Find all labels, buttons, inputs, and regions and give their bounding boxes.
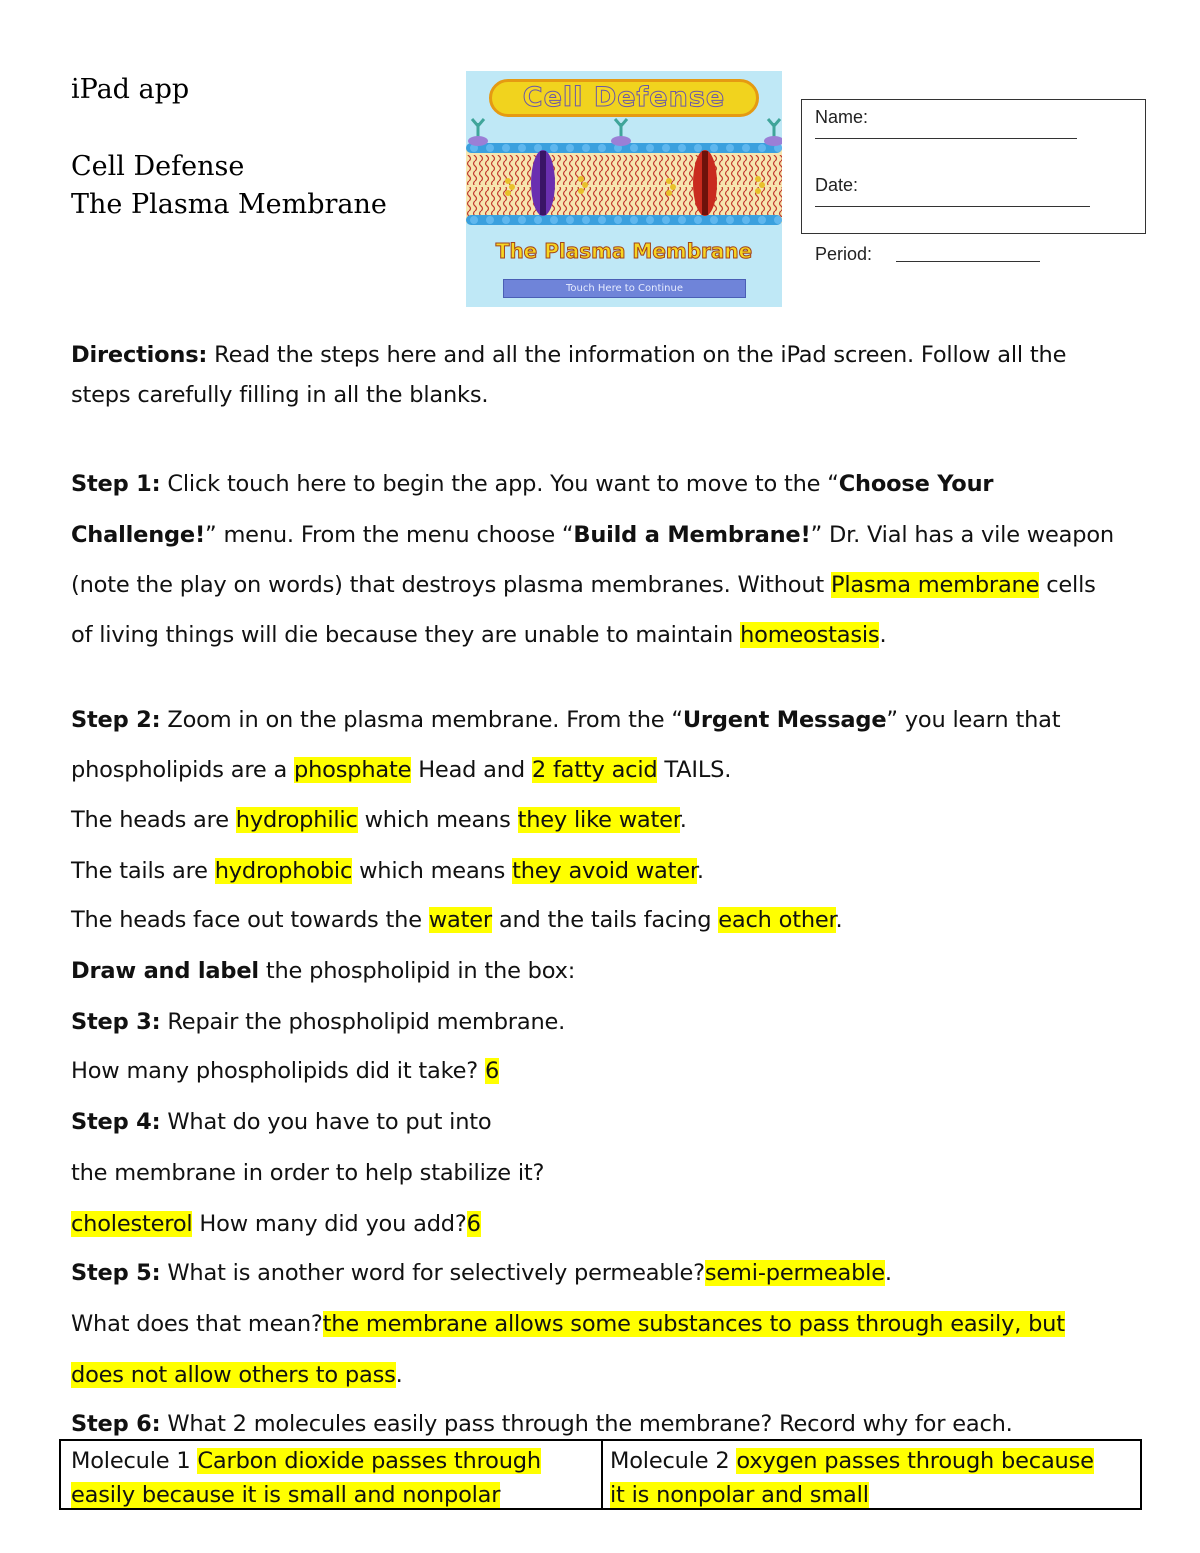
step4-line-3: cholesterol How many did you add?6 (71, 1211, 481, 1237)
step1-line-1: Step 1: Click touch here to begin the app. You want to move to the “Choose Your (71, 471, 994, 497)
date-blank[interactable] (815, 206, 1090, 207)
app-splash-image (466, 71, 782, 307)
period-label: Period: (815, 244, 873, 264)
answer-each-other: each other (718, 907, 836, 933)
step5-line-3: does not allow others to pass. (71, 1362, 403, 1388)
answer-semi-permeable: semi-permeable (704, 1260, 885, 1286)
answer-like-water: they like water (517, 807, 680, 833)
app-label: iPad app (71, 74, 190, 105)
step4-line-1: Step 4: What do you have to put into (71, 1109, 492, 1135)
directions-line-2: steps carefully filling in all the blanks. (71, 382, 489, 408)
answer-cholesterol: cholesterol (71, 1211, 193, 1237)
step3-line-1: Step 3: Repair the phospholipid membrane. (71, 1009, 566, 1035)
molecule-1-cell: Molecule 1 Carbon dioxide passes through easily because it is small and nonpolar (71, 1448, 541, 1508)
step3-line-2: How many phospholipids did it take? 6 (71, 1058, 500, 1084)
step1-line-4: of living things will die because they are unable to maintain homeostasis. (71, 622, 887, 648)
answer-hydrophilic: hydrophilic (235, 807, 358, 833)
answer-homeostasis: homeostasis (740, 622, 880, 648)
step5-line-1: Step 5: What is another word for selectively permeable?semi-permeable. (71, 1260, 892, 1286)
answer-plasma-membrane: Plasma membrane (830, 572, 1040, 598)
step2-line-1: Step 2: Zoom in on the plasma membrane. From the “Urgent Message” you learn that (71, 707, 1061, 733)
period-blank[interactable] (896, 261, 1040, 262)
answer-phospholipid-count: 6 (484, 1058, 500, 1084)
directions-line-1: Directions: Read the steps here and all the information on the iPad screen. Follow all the (71, 342, 1067, 368)
answer-molecule-2-b: it is nonpolar and small (610, 1482, 869, 1508)
answer-fatty-acid: 2 fatty acid (531, 757, 658, 783)
answer-molecule-2-a: oxygen passes through because (736, 1448, 1094, 1474)
touch-to-continue-button[interactable]: Touch Here to Continue (503, 279, 746, 298)
cell-defense-logo: Cell Defense (489, 79, 759, 117)
table-divider (601, 1441, 603, 1508)
student-info-box (801, 99, 1146, 234)
molecule-table (59, 1439, 1142, 1510)
answer-phosphate: phosphate (294, 757, 412, 783)
step2-line-2: phospholipids are a phosphate Head and 2 fatty acid TAILS. (71, 757, 732, 783)
answer-molecule-1-a: Carbon dioxide passes through (197, 1448, 541, 1474)
page-title: Cell Defense (71, 151, 245, 182)
step4-line-2: the membrane in order to help stabilize it? (71, 1160, 545, 1186)
step1-line-2: Challenge!” menu. From the menu choose “Build a Membrane!” Dr. Vial has a vile weapon (71, 522, 1114, 548)
answer-cholesterol-count: 6 (466, 1211, 481, 1237)
step5-line-2: What does that mean?the membrane allows some substances to pass through easily, but (71, 1311, 1065, 1337)
molecule-2-cell: Molecule 2 oxygen passes through because it is nonpolar and small (610, 1448, 1094, 1508)
step6-line-1: Step 6: What 2 molecules easily pass through the membrane? Record why for each. (71, 1411, 1013, 1437)
step1-line-3: (note the play on words) that destroys plasma membranes. Without Plasma membrane cells (71, 572, 1096, 598)
answer-meaning-part-2: does not allow others to pass (71, 1362, 396, 1388)
step2-line-5: The heads face out towards the water and the tails facing each other. (71, 907, 843, 933)
page-subtitle: The Plasma Membrane (71, 189, 387, 220)
name-blank[interactable] (815, 138, 1077, 139)
answer-avoid-water: they avoid water (512, 858, 697, 884)
step2-line-4: The tails are hydrophobic which means they avoid water. (71, 858, 704, 884)
answer-meaning-part-1: the membrane allows some substances to pass through easily, but (322, 1311, 1065, 1337)
date-label: Date: (815, 175, 859, 195)
answer-hydrophobic: hydrophobic (214, 858, 353, 884)
draw-instruction: Draw and label the phospholipid in the box: (71, 958, 576, 984)
answer-molecule-1-b: easily because it is small and nonpolar (71, 1482, 501, 1508)
name-label: Name: (815, 107, 869, 127)
answer-water: water (428, 907, 492, 933)
splash-subtitle: The Plasma Membrane (495, 239, 753, 263)
step2-line-3: The heads are hydrophilic which means they like water. (71, 807, 687, 833)
